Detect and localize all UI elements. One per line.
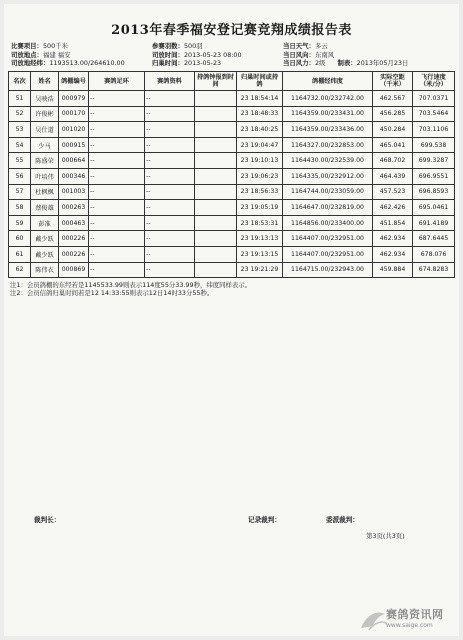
cell-rank: 53 [9,122,31,138]
cell-distance: 451.854 [373,215,413,231]
cell-ring: -- [89,122,145,138]
watermark-url: www.saige.com [386,622,433,629]
table-row [9,168,455,184]
cell-clock-time [195,106,237,122]
cell-clock-time [195,262,237,278]
cell-coordinates: 1164856.00/233400.00 [283,215,373,231]
cell-clock-time [195,168,237,184]
cell-rank: 62 [9,262,31,278]
cell-loft-id: 000226 [59,246,89,262]
note-1: 注1：会员鸽棚的东经若是1145533.99则表示114度55分33.99秒，纬度同样表示。 [10,281,252,289]
meta-label: 司放地点： [11,50,43,59]
cell-rank: 56 [9,168,31,184]
cell-speed: 699.538 [413,137,455,153]
cell-name: 蔡俊雄 [31,200,59,216]
cell-distance: 459.884 [373,262,413,278]
meta-column-2 [152,42,242,68]
cell-clock-time [195,246,237,262]
table-row [9,91,455,107]
cell-speed: 703.1106 [413,122,455,138]
cell-loft-id: 000915 [59,137,89,153]
cell-distance: 462.934 [373,246,413,262]
cell-arrival-time: 23 19:05:19 [237,200,283,216]
meta-label: 当日天气： [283,42,315,50]
cell-arrival-time: 23 18:48:33 [237,106,283,122]
cell-rank: 54 [9,137,31,153]
cell-pigeon-info: -- [145,215,195,231]
meta-label: 参赛羽数： [152,42,184,50]
cell-name: 戴少跃 [31,246,59,262]
cell-coordinates: 1164327.00/232853.00 [283,137,373,153]
cell-ring: -- [89,91,145,107]
cell-arrival-time: 23 19:13:13 [237,231,283,247]
meta-value: 2级 [314,59,326,68]
cell-rank: 58 [9,200,31,216]
header-loft-id: 鸽棚编号 [59,72,89,91]
meta-value: 2013-05-23 08:00 [183,50,242,59]
cell-ring: -- [89,184,145,200]
header-ring: 赛鸽足环 [89,72,145,91]
recorder-signature: 记录裁判： [248,516,281,524]
table-row [9,184,455,200]
meta-value: 500千米 [42,42,68,50]
cell-ring: -- [89,246,145,262]
header-distance: 实际空距（千米） [373,72,413,91]
meta-value: 多云 [314,42,328,50]
cell-name: 戴少跃 [31,231,59,247]
cell-pigeon-info: -- [145,200,195,216]
cell-rank: 61 [9,246,31,262]
cell-distance: 450.284 [373,122,413,138]
meta-value: 500羽 [183,42,203,50]
cell-pigeon-info: -- [145,91,195,107]
cell-clock-time [195,122,237,138]
cell-pigeon-info: -- [145,246,195,262]
cell-coordinates: 1164407.00/232951.00 [283,231,373,247]
cell-clock-time [195,137,237,153]
meta-column-3 [283,42,408,68]
cell-coordinates: 1164647.00/232819.00 [283,200,373,216]
table-row [9,122,455,138]
cell-pigeon-info: -- [145,231,195,247]
cell-clock-time [195,184,237,200]
cell-arrival-time: 23 18:56:33 [237,184,283,200]
cell-distance: 464.439 [373,168,413,184]
cell-arrival-time: 23 19:10:13 [237,153,283,169]
header-clock-time: 持鸽钟报到时间 [195,72,237,91]
cell-speed: 678.076 [413,246,455,262]
delegate-signature: 委派裁判： [326,516,359,524]
cell-distance: 465.041 [373,137,413,153]
cell-rank: 59 [9,215,31,231]
cell-speed: 691.4189 [413,215,455,231]
cell-clock-time [195,231,237,247]
table-row [9,153,455,169]
cell-coordinates: 1164359.00/233431.00 [283,106,373,122]
cell-loft-id: 000226 [59,231,89,247]
cell-rank: 57 [9,184,31,200]
cell-arrival-time: 23 18:54:14 [237,91,283,107]
cell-loft-id: 000346 [59,168,89,184]
cell-name: 吴仕道 [31,122,59,138]
cell-name: 许俊彬 [31,106,59,122]
cell-distance: 462.934 [373,231,413,247]
meta-value: 2013-05-23 [183,59,222,68]
header-name: 姓名 [31,72,59,91]
cell-coordinates: 1164744.00/233059.00 [283,184,373,200]
cell-name: 叶培伟 [31,168,59,184]
cell-clock-time [195,91,237,107]
cell-speed: 695.0461 [413,200,455,216]
cell-loft-id: 000463 [59,215,89,231]
table-header-row [9,72,455,91]
cell-pigeon-info: -- [145,106,195,122]
meta-column-1 [11,42,125,68]
results-table [8,71,455,278]
table-row [9,200,455,216]
cell-loft-id: 000869 [59,262,89,278]
cell-arrival-time: 23 19:04:47 [237,137,283,153]
table-row [9,246,455,262]
cell-coordinates: 1164715.00/232943.00 [283,262,373,278]
made-by-label: 制表： [337,59,357,68]
header-coordinates: 鸽棚经纬度 [283,72,373,91]
cell-pigeon-info: -- [145,262,195,278]
cell-speed: 674.8283 [413,262,455,278]
referee-signature: 裁判长： [34,516,61,524]
cell-speed: 699.3287 [413,153,455,169]
cell-ring: -- [89,262,145,278]
cell-coordinates: 1164359.00/233436.00 [283,122,373,138]
cell-distance: 456.285 [373,106,413,122]
watermark-name: 赛鸽资讯网 [386,608,444,621]
cell-coordinates: 1164335.00/232912.00 [283,168,373,184]
cell-distance: 462.426 [373,200,413,216]
table-row [9,231,455,247]
cell-coordinates: 1164407.00/232951.00 [283,246,373,262]
cell-distance: 462.567 [373,91,413,107]
cell-arrival-time: 23 19:06:23 [237,168,283,184]
table-row [9,106,455,122]
cell-ring: -- [89,200,145,216]
made-date: 2013年05月23日 [356,59,409,68]
meta-label: 司放地经纬： [11,59,50,68]
cell-pigeon-info: -- [145,184,195,200]
cell-speed: 703.5464 [413,106,455,122]
header-rank: 名次 [9,72,31,91]
cell-ring: -- [89,168,145,184]
cell-pigeon-info: -- [145,122,195,138]
cell-clock-time [195,215,237,231]
page-number: 第3页(共3页) [366,532,405,540]
cell-arrival-time: 23 18:53:31 [237,215,283,231]
cell-ring: -- [89,231,145,247]
cell-rank: 51 [9,91,31,107]
cell-speed: 696.8593 [413,184,455,200]
table-body [9,91,455,278]
cell-rank: 52 [9,106,31,122]
table-row [9,262,455,278]
cell-name: 杜枫枫 [31,184,59,200]
meta-label: 当日风力： [283,59,315,68]
cell-arrival-time: 23 19:13:15 [237,246,283,262]
meta-value: 东南风 [314,50,335,59]
cell-loft-id: 000170 [59,106,89,122]
cell-coordinates: 1164732.00/232742.00 [283,91,373,107]
cell-name: 陈盛荣 [31,153,59,169]
header-pigeon-info: 赛鸽资料 [145,72,195,91]
cell-pigeon-info: -- [145,153,195,169]
header-arrival-time: 归巢时间或持鸽 [237,72,283,91]
meta-value: 1193513.00/264610.00 [49,59,125,68]
cell-clock-time [195,153,237,169]
cell-speed: 707.0371 [413,91,455,107]
cell-name: 陈伟衣 [31,262,59,278]
cell-name: 吴映浩 [31,91,59,107]
header-speed: 飞行速度（米/分） [413,72,455,91]
cell-rank: 60 [9,231,31,247]
cell-loft-id: 000664 [59,153,89,169]
meta-label: 司放时间： [152,50,184,59]
cell-name: 少马 [31,137,59,153]
cell-speed: 696.9551 [413,168,455,184]
cell-distance: 468.702 [373,153,413,169]
note-2: 注2：会员信鸽归巢时间若是12 14:33:55则表示12日14时33分55秒。 [10,289,214,298]
cell-clock-time [195,200,237,216]
meta-label: 比赛项目： [11,42,43,50]
table-row [9,137,455,153]
cell-loft-id: 001003 [59,184,89,200]
cell-speed: 687.6445 [413,231,455,247]
cell-distance: 457.523 [373,184,413,200]
cell-loft-id: 001020 [59,122,89,138]
cell-pigeon-info: -- [145,137,195,153]
cell-name: 彭准 [31,215,59,231]
meta-label: 归巢时间： [152,59,184,68]
cell-ring: -- [89,153,145,169]
cell-arrival-time: 23 18:40:25 [237,122,283,138]
cell-loft-id: 000263 [59,200,89,216]
notes [10,281,251,298]
cell-rank: 55 [9,153,31,169]
meta-value: 福建 福安 [42,50,71,59]
report-title: 2013年春季福安登记赛竞翔成绩报告表 [111,23,352,38]
cell-loft-id: 000979 [59,91,89,107]
cell-pigeon-info: -- [145,168,195,184]
table-row [9,215,455,231]
cell-arrival-time: 23 19:21:29 [237,262,283,278]
meta-label: 当日风向： [283,50,315,59]
cell-ring: -- [89,106,145,122]
cell-ring: -- [89,215,145,231]
cell-ring: -- [89,137,145,153]
cell-coordinates: 1164430.00/232539.00 [283,153,373,169]
